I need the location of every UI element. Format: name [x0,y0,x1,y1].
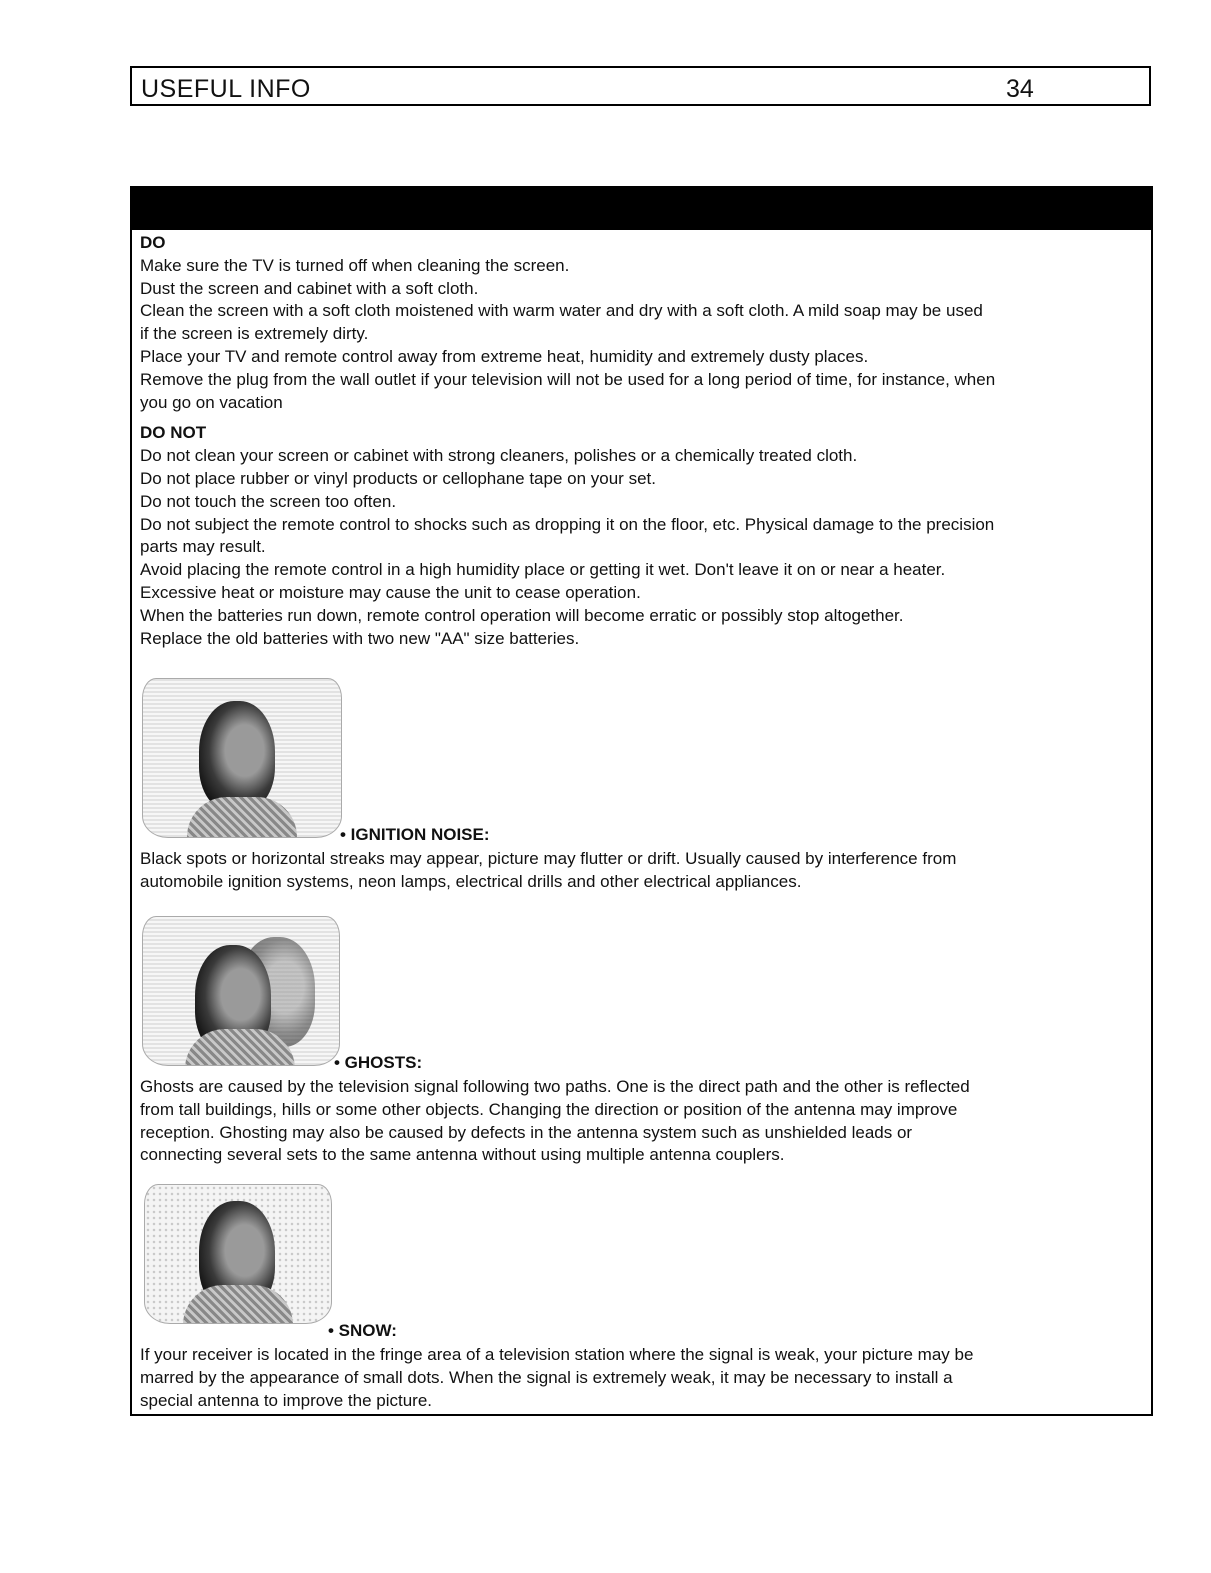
do-line: Dust the screen and cabinet with a soft cloth. [140,278,479,298]
do-not-heading: DO NOT [140,423,207,443]
ignition-noise-label: • IGNITION NOISE: [340,825,490,844]
care-content [140,230,1145,650]
ghosts-line: reception. Ghosting may also be caused by defects in the antenna system such as unshielded leads or [140,1122,913,1142]
snow-label: • SNOW: [328,1321,397,1340]
ignition-noise-description [140,848,1145,894]
ignition-line: Black spots or horizontal streaks may appear, picture may flutter or drift. Usually caused by interference from [140,849,957,868]
title-bar [132,188,1151,230]
ghosts-label: • GHOSTS: [334,1053,423,1072]
snow-line: marred by the appearance of small dots. When the signal is extremely weak, it may be necessary to install a [140,1367,953,1387]
do-line: you go on vacation [140,392,283,412]
section-title: USEFUL INFO [141,75,311,103]
woman-face-image [199,701,275,811]
do-line: Make sure the TV is turned off when cleaning the screen. [140,255,570,275]
do-not-line: parts may result. [140,537,266,557]
ghosts-line: connecting several sets to the same antenna without using multiple antenna couplers. [140,1145,785,1165]
woman-shoulders-image [183,1285,293,1324]
do-line: Place your TV and remote control away from extreme heat, humidity and extremely dusty places. [140,346,869,366]
page-header [130,66,1151,106]
snow-description [140,1344,1145,1412]
ignition-noise-tv-image [142,678,342,838]
do-not-line: When the batteries run down, remote control operation will become erratic or possibly stop altogether. [140,605,904,625]
woman-shoulders-image [187,797,297,838]
do-line: Clean the screen with a soft cloth moistened with warm water and dry with a soft cloth. A mild soap may be used [140,301,983,321]
do-not-line: Replace the old batteries with two new "AA" size batteries. [140,628,580,648]
ghosts-line: Ghosts are caused by the television signal following two paths. One is the direct path and the other is reflected [140,1077,970,1096]
do-not-line: Avoid placing the remote control in a high humidity place or getting it wet. Don't leave it on or near a heater. [140,560,946,580]
do-not-line: Do not touch the screen too often. [140,491,397,511]
ghosts-tv-image [142,916,340,1066]
page-number: 34 [1006,75,1034,103]
do-not-line: Do not clean your screen or cabinet with strong cleaners, polishes or a chemically treated cloth. [140,446,858,466]
ignition-line: automobile ignition systems, neon lamps, electrical drills and other electrical appliances. [140,871,802,891]
do-not-line: Do not subject the remote control to shocks such as dropping it on the floor, etc. Physical damage to the precision [140,514,995,534]
ghosts-description [140,1076,1145,1167]
care-box [130,186,1153,1416]
do-heading: DO [140,233,166,252]
snow-tv-image [144,1184,332,1324]
do-line: if the screen is extremely dirty. [140,324,369,344]
do-not-line: Excessive heat or moisture may cause the unit to cease operation. [140,582,641,602]
do-not-section [140,422,1145,650]
do-not-line: Do not place rubber or vinyl products or cellophane tape on your set. [140,468,656,488]
do-line: Remove the plug from the wall outlet if your television will not be used for a long period of time, for instance, when [140,369,996,389]
ghosts-line: from tall buildings, hills or some other objects. Changing the direction or position of the antenna may improve [140,1099,958,1119]
snow-line: special antenna to improve the picture. [140,1390,433,1410]
do-section [140,232,1145,414]
snow-line: If your receiver is located in the fringe area of a television station where the signal is weak, your picture may be [140,1345,974,1364]
